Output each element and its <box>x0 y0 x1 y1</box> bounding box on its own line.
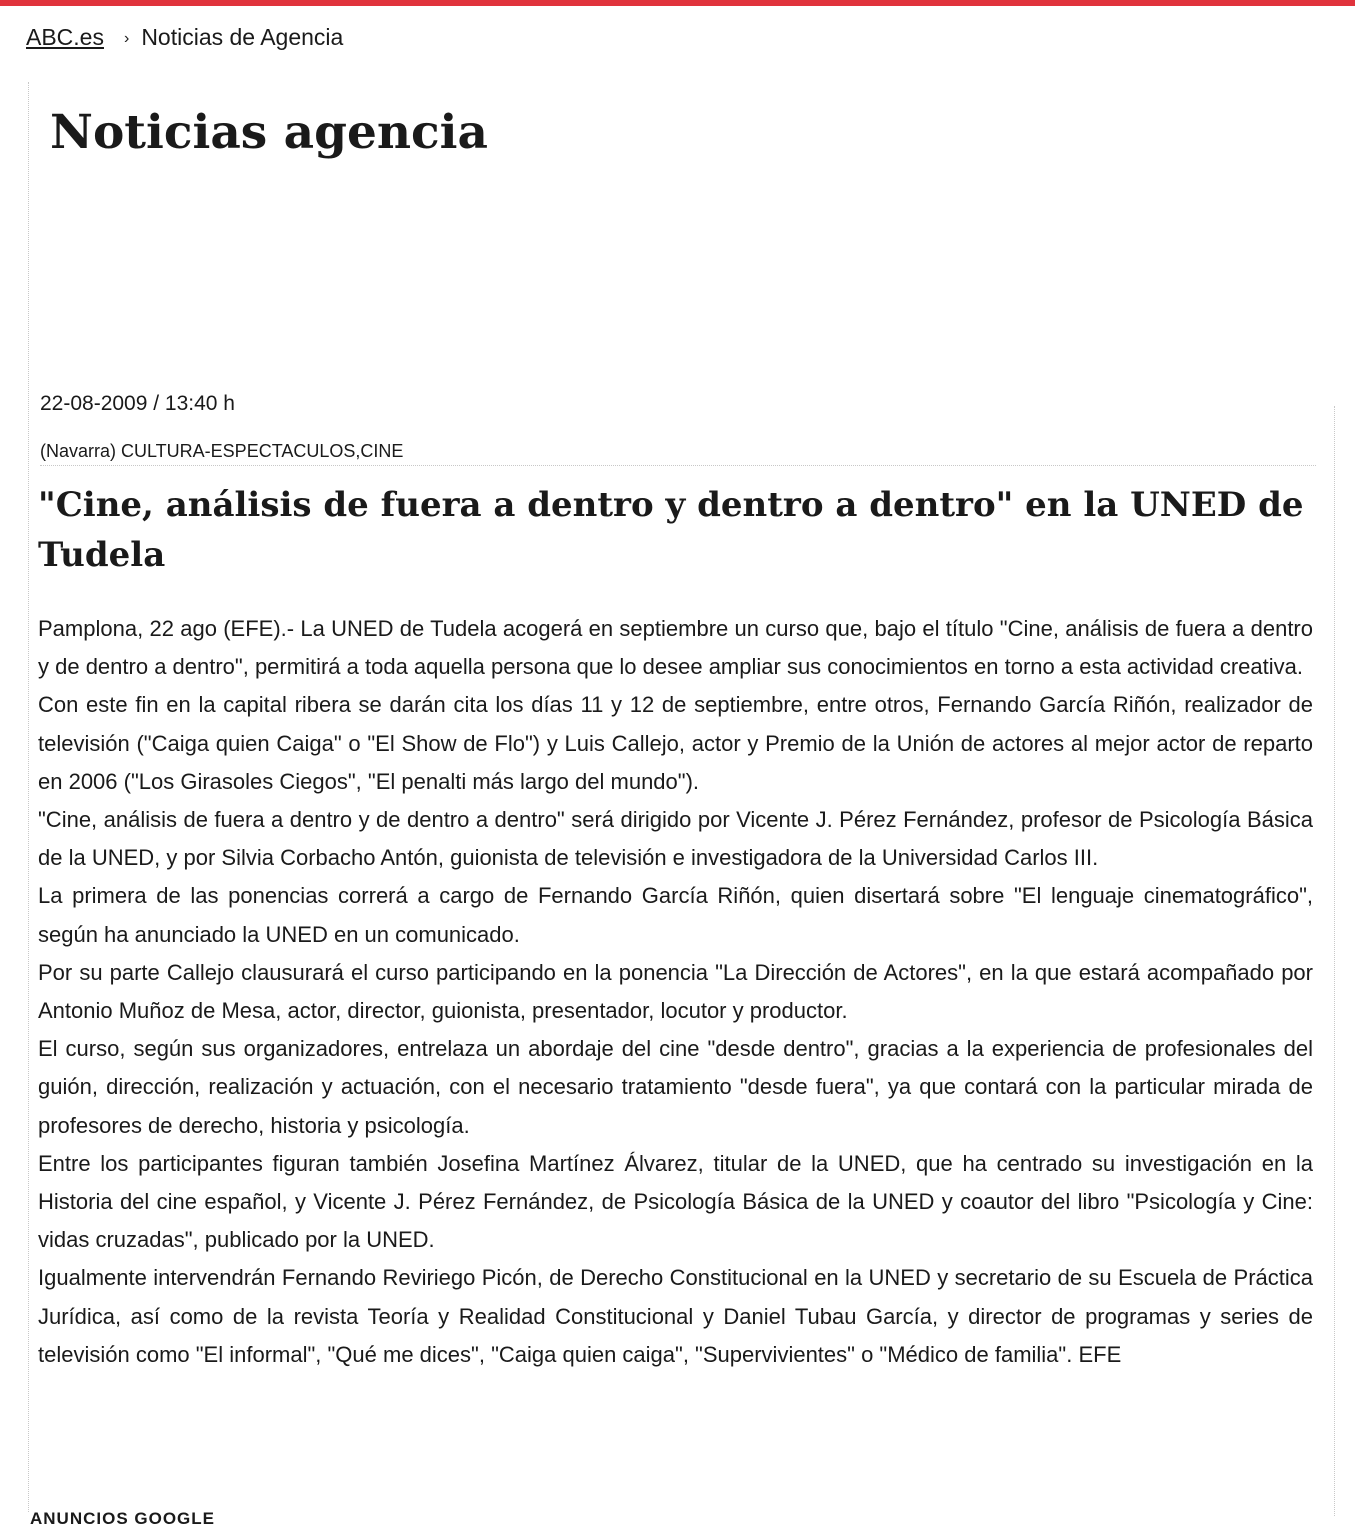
content-left-border <box>28 82 29 1512</box>
breadcrumb-separator-icon: › <box>123 30 130 47</box>
breadcrumb-current: Noticias de Agencia <box>141 24 344 50</box>
breadcrumb-home-link[interactable]: ABC.es <box>26 24 104 50</box>
google-ads-label: ANUNCIOS GOOGLE <box>30 1509 216 1528</box>
article-body <box>38 610 1313 1374</box>
page-title: Noticias agencia <box>50 105 488 160</box>
article-paragraph: Con este fin en la capital ribera se darán cita los días 11 y 12 de septiembre, entre otros, Fernando García Riñón, realizador de televisión ("Caiga quien Caiga" o "El Show de Flo") y Luis Callejo, actor y Premio de la Unión de actores al mejor actor de reparto en 2006 ("Los Girasoles Ciegos", "El penalti más largo del mundo"). <box>38 692 1313 794</box>
article-paragraph: La primera de las ponencias correrá a cargo de Fernando García Riñón, quien disertará sobre "El lenguaje cinematográfico", según ha anunciado la UNED en un comunicado. <box>38 883 1313 947</box>
article-paragraph: Igualmente intervendrán Fernando Reviriego Picón, de Derecho Constitucional en la UNED y secretario de su Escuela de Práctica Jurídica, así como de la revista Teoría y Realidad Constitucional y Daniel Tubau García, y director de programas y series de televisión como "El informal", "Qué me dices", "Caiga quien caiga", "Supervivientes" o "Médico de familia". EFE <box>38 1265 1313 1367</box>
article-headline: "Cine, análisis de fuera a dentro y dentro a dentro" en la UNED de Tudela <box>38 485 1304 575</box>
article-paragraph: Por su parte Callejo clausurará el curso participando en la ponencia "La Dirección de Actores", en la que estará acompañado por Antonio Muñoz de Mesa, actor, director, guionista, presentador, locutor y productor. <box>38 959 1313 1024</box>
category-divider <box>40 465 1316 466</box>
article-paragraph: El curso, según sus organizadores, entrelaza un abordaje del cine "desde dentro", gracias a la experiencia de profesionales del guión, dirección, realización y actuación, con el necesario tratamiento "desde fuera", ya que contará con la particular mirada de profesores de derecho, historia y psicología. <box>38 1036 1313 1138</box>
top-accent-bar <box>0 0 1355 6</box>
content-right-border <box>1334 406 1335 1516</box>
article-date: 22-08-2009 / 13:40 h <box>40 392 235 415</box>
breadcrumb <box>26 22 343 54</box>
article-paragraph: Entre los participantes figuran también Josefina Martínez Álvarez, titular de la UNED, que ha centrado su investigación en la Historia del cine español, y Vicente J. Pérez Fernández, de Psicología Básica de la UNED y coautor del libro "Psicología y Cine: vidas cruzadas", publicado por la UNED. <box>38 1150 1313 1253</box>
article-paragraph: "Cine, análisis de fuera a dentro y de dentro a dentro" será dirigido por Vicente J. Pérez Fernández, profesor de Psicología Básica de la UNED, y por Silvia Corbacho Antón, guionista de televisión e investigadora de la Universidad Carlos III. <box>38 807 1313 871</box>
article-paragraph: Pamplona, 22 ago (EFE).- La UNED de Tudela acogerá en septiembre un curso que, bajo el título "Cine, análisis de fuera a dentro y de dentro a dentro", permitirá a toda aquella persona que lo desee ampliar sus conocimientos en torno a esta actividad creativa. <box>38 616 1313 680</box>
article-category: (Navarra) CULTURA-ESPECTACULOS,CINE <box>40 441 404 461</box>
